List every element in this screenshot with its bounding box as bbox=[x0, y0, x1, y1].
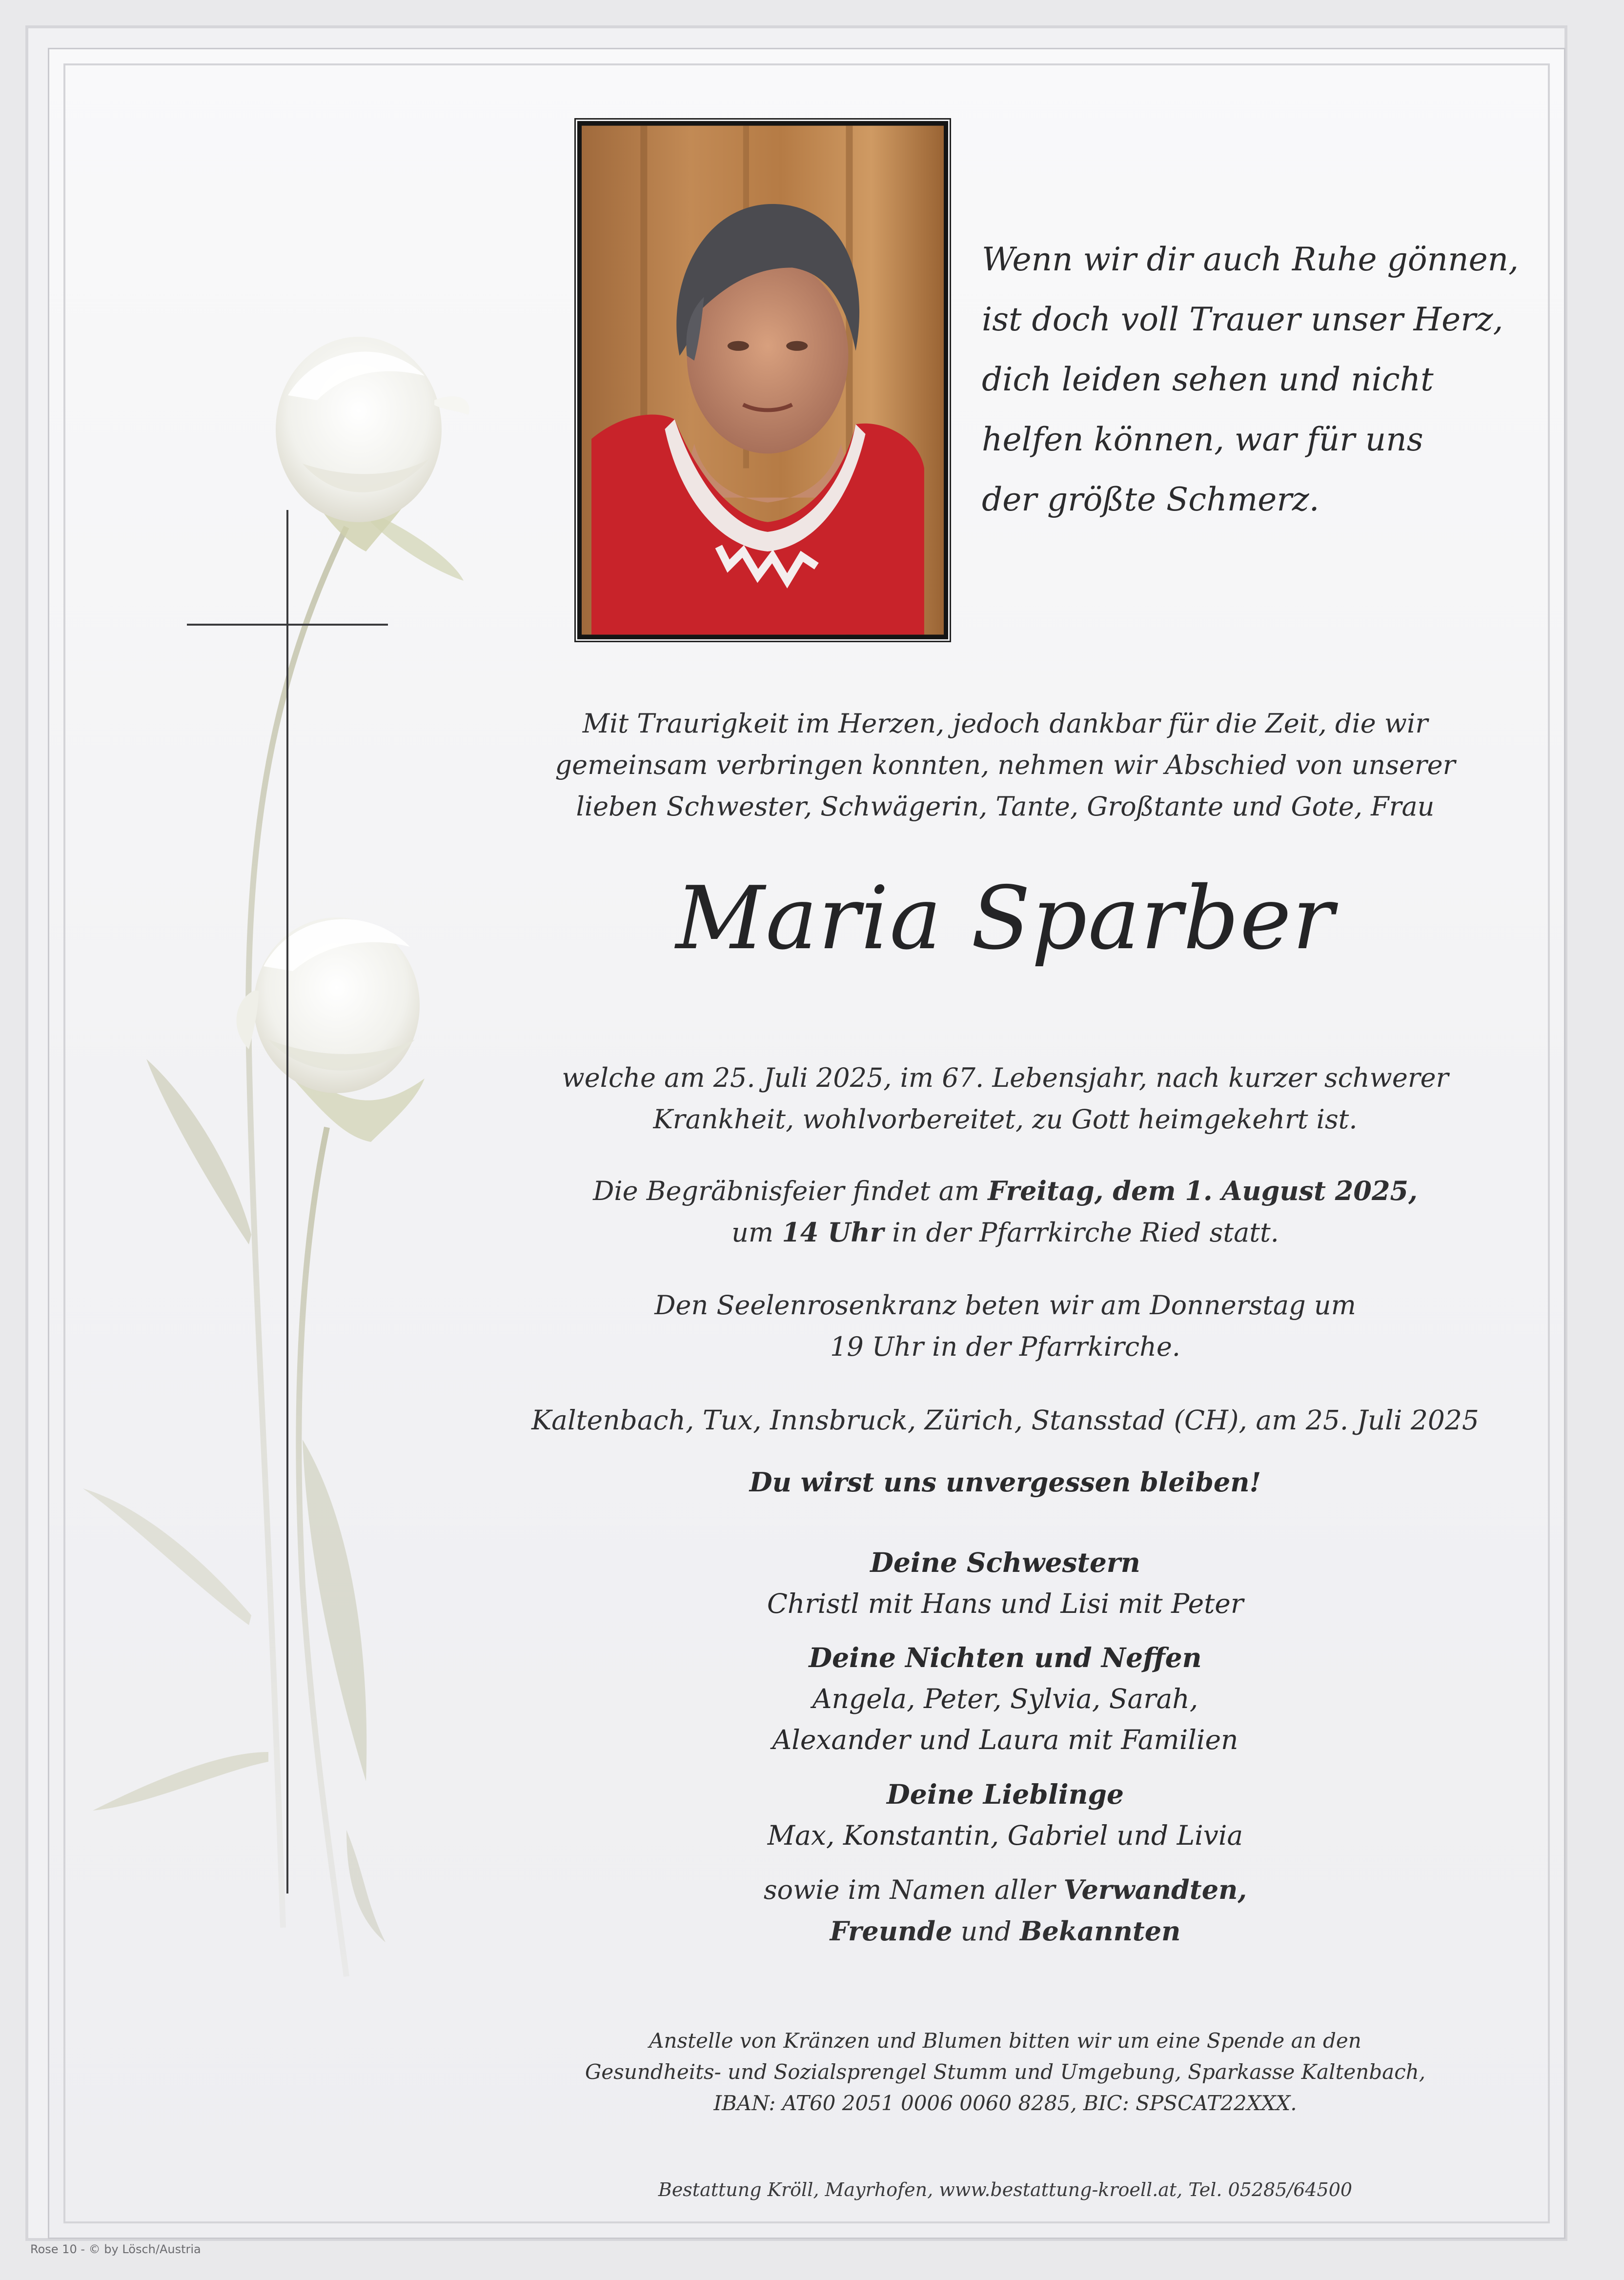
image-credit: Rose 10 - © by Lösch/Austria bbox=[30, 2242, 201, 2256]
funeral-info bbox=[488, 1170, 1522, 1253]
death-line: Krankheit, wohlvorbereitet, zu Gott heimgekehrt ist. bbox=[653, 1104, 1358, 1135]
deceased-name: Maria Sparber bbox=[675, 868, 1335, 969]
portrait-image bbox=[582, 125, 944, 635]
family-heading: Deine Nichten und Neffen bbox=[809, 1642, 1202, 1673]
closing-friends: Freunde bbox=[830, 1915, 953, 1947]
intro-line: gemeinsam verbringen konnten, nehmen wir Abschied von unserer bbox=[555, 750, 1456, 780]
death-line: welche am 25. Juli 2025, im 67. Lebensjahr, nach kurzer schwerer bbox=[562, 1062, 1449, 1093]
funeral-date: Freitag, dem 1. August 2025, bbox=[988, 1175, 1418, 1206]
closing-mourners bbox=[488, 1869, 1522, 1952]
family-heading: Deine Lieblinge bbox=[887, 1778, 1124, 1810]
funeral-home-footer: Bestattung Kröll, Mayrhofen, www.bestattung-kroell.at, Tel. 05285/64500 bbox=[658, 2179, 1353, 2200]
funeral-text: Die Begräbnisfeier findet am bbox=[593, 1176, 988, 1206]
family-names: Alexander und Laura mit Familien bbox=[772, 1724, 1238, 1755]
rosary-line: 19 Uhr in der Pfarrkirche. bbox=[830, 1331, 1180, 1362]
donation-line: Gesundheits- und Sozialsprengel Stumm und Umgebung, Sparkasse Kaltenbach, bbox=[585, 2060, 1426, 2084]
family-names: Christl mit Hans und Lisi mit Peter bbox=[767, 1588, 1244, 1619]
family-group bbox=[488, 1774, 1522, 1856]
family-group bbox=[488, 1637, 1522, 1760]
poem-line: dich leiden sehen und nicht bbox=[982, 361, 1434, 398]
places-and-date: Kaltenbach, Tux, Innsbruck, Zürich, Stansstad (CH), am 25. Juli 2025 bbox=[531, 1405, 1479, 1436]
donation-line: Anstelle von Kränzen und Blumen bitten wir um eine Spende an den bbox=[649, 2029, 1361, 2053]
white-rose-illustration bbox=[73, 317, 473, 2025]
closing-text: sowie im Namen aller bbox=[763, 1874, 1064, 1905]
poem-line: helfen können, war für uns bbox=[982, 421, 1423, 458]
closing-text: und bbox=[952, 1916, 1020, 1947]
poem-line: der größte Schmerz. bbox=[982, 481, 1320, 518]
rosary-info bbox=[488, 1284, 1522, 1367]
portrait-photo bbox=[577, 121, 948, 639]
closing-acquaintances: Bekannten bbox=[1019, 1915, 1181, 1947]
cross-horizontal-bar bbox=[187, 624, 388, 626]
funeral-text: um bbox=[731, 1217, 782, 1248]
death-notice bbox=[488, 1057, 1522, 1140]
poem-line: ist doch voll Trauer unser Herz, bbox=[982, 301, 1503, 338]
closing-relatives: Verwandten, bbox=[1063, 1874, 1247, 1905]
rosary-line: Den Seelenrosenkranz beten wir am Donnerstag um bbox=[654, 1290, 1356, 1321]
family-heading: Deine Schwestern bbox=[870, 1547, 1140, 1578]
family-names: Angela, Peter, Sylvia, Sarah, bbox=[812, 1683, 1198, 1714]
funeral-text: in der Pfarrkirche Ried statt. bbox=[884, 1217, 1279, 1248]
intro-text bbox=[488, 703, 1522, 827]
family-names: Max, Konstantin, Gabriel und Livia bbox=[767, 1820, 1243, 1851]
donation-notice bbox=[488, 2025, 1522, 2119]
intro-line: Mit Traurigkeit im Herzen, jedoch dankbar für die Zeit, die wir bbox=[582, 708, 1428, 739]
funeral-time: 14 Uhr bbox=[782, 1217, 884, 1248]
poem-line: Wenn wir dir auch Ruhe gönnen, bbox=[982, 241, 1519, 278]
poem bbox=[982, 229, 1519, 529]
donation-line: IBAN: AT60 2051 0006 0060 8285, BIC: SPSCAT22XXX. bbox=[713, 2091, 1297, 2115]
cross-vertical-bar bbox=[286, 510, 288, 1893]
intro-line: lieben Schwester, Schwägerin, Tante, Großtante und Gote, Frau bbox=[576, 791, 1435, 822]
farewell-line: Du wirst uns unvergessen bleiben! bbox=[749, 1466, 1261, 1498]
family-group bbox=[488, 1542, 1522, 1624]
